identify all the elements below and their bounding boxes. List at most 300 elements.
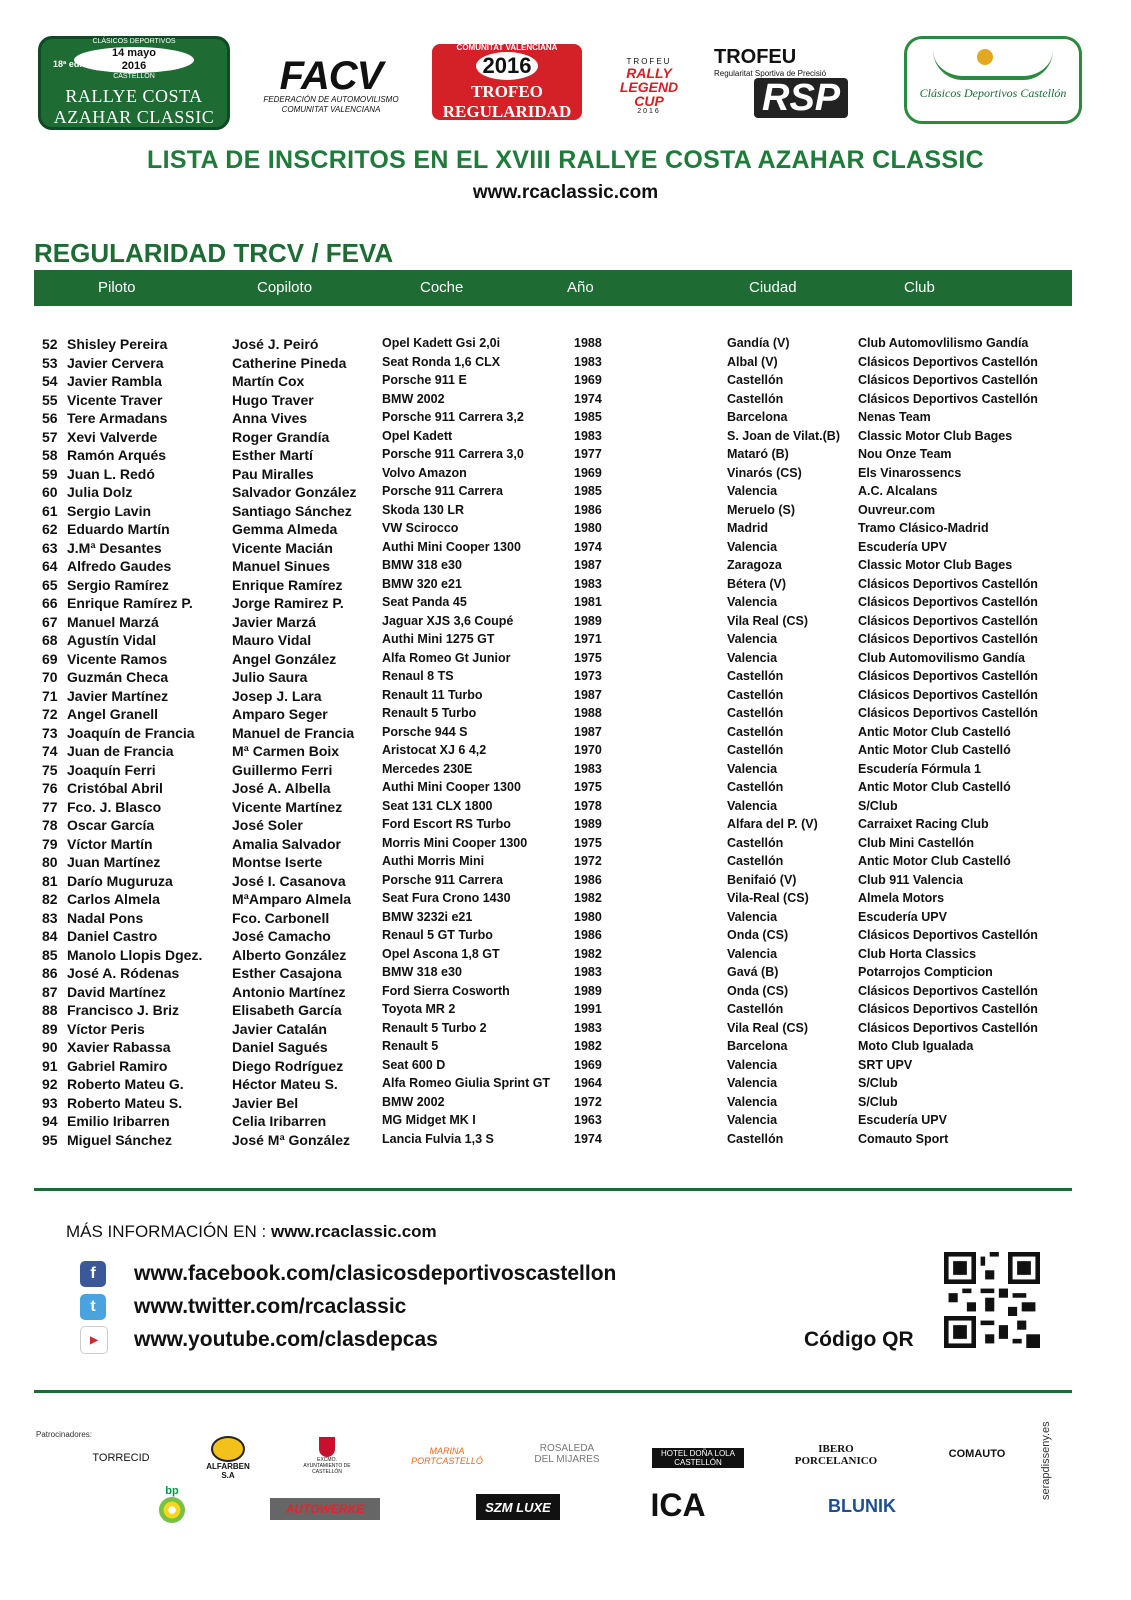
entry-coche: Mercedes 230E: [382, 761, 473, 776]
entry-number: 84: [42, 928, 58, 944]
entry-number: 62: [42, 521, 58, 537]
entry-coche: VW Scirocco: [382, 521, 459, 535]
table-row: [34, 910, 1074, 929]
table-row: [34, 429, 1074, 448]
qr-code-icon[interactable]: [944, 1252, 1040, 1348]
entry-piloto: David Martínez: [67, 983, 166, 1000]
entry-club: Clásicos Deportivos Castellón: [858, 687, 1038, 702]
entries-table: [34, 336, 1074, 1150]
table-row: [34, 743, 1074, 762]
entry-coche: Porsche 911 E: [382, 373, 467, 387]
entry-copiloto: José Camacho: [232, 928, 331, 944]
entry-number: 61: [42, 502, 58, 519]
entry-ano: 1988: [574, 336, 602, 350]
entry-club: S/Club: [858, 798, 898, 813]
twitter-link[interactable]: www.twitter.com/rcaclassic: [134, 1295, 407, 1318]
entry-ciudad: Vila-Real (CS): [727, 891, 809, 905]
entry-ciudad: Zaragoza: [727, 558, 782, 572]
table-row: [34, 392, 1074, 411]
entry-club: Comauto Sport: [858, 1131, 949, 1146]
youtube-link[interactable]: www.youtube.com/clasdepcas: [134, 1328, 438, 1351]
sponsor-ica-text: ICA: [650, 1486, 706, 1523]
entry-coche: Opel Kadett: [382, 428, 453, 443]
entry-copiloto: Elisabeth García: [232, 1002, 342, 1018]
entry-coche: Renaul 8 TS: [382, 669, 454, 683]
legend-anio: 2016: [637, 108, 661, 115]
entry-coche: Seat Ronda 1,6 CLX: [382, 354, 501, 369]
entry-club: Els Vinarossencs: [858, 465, 962, 480]
entry-number: 73: [42, 724, 58, 741]
entry-coche: Lancia Fulvia 1,3 S: [382, 1131, 494, 1146]
entry-piloto: Juan de Francia: [67, 743, 174, 759]
entry-number: 91: [42, 1057, 58, 1074]
sponsor-comauto: [922, 1438, 1032, 1470]
table-row: [34, 1076, 1074, 1095]
entry-club: Club Automovlilismo Gandía: [858, 336, 1029, 350]
col-ano: Año: [567, 279, 594, 296]
entry-copiloto: José Mª González: [232, 1131, 350, 1148]
col-coche: Coche: [420, 279, 464, 296]
entry-ciudad: Castellón: [727, 706, 784, 720]
entry-piloto: Juan Martínez: [67, 854, 161, 870]
entry-piloto: Sergio Ramírez: [67, 576, 169, 593]
entry-club: Potarrojos Compticion: [858, 965, 993, 979]
entry-number: 58: [42, 447, 58, 463]
entry-ciudad: Castellón: [727, 854, 784, 868]
table-row: [34, 632, 1074, 651]
entry-copiloto: José I. Casanova: [232, 872, 346, 889]
entry-club: Almela Motors: [858, 891, 945, 905]
entry-piloto: Joaquín de Francia: [67, 724, 195, 741]
trofeo-regularidad-logo: [432, 44, 582, 120]
entry-coche: BMW 2002: [382, 391, 445, 406]
facv-linea2: COMUNITAT VALENCIANA: [281, 105, 381, 114]
entry-ciudad: Alfara del P. (V): [727, 817, 818, 831]
entry-ciudad: Valencia: [727, 1076, 778, 1090]
entry-copiloto: Enrique Ramírez: [232, 576, 343, 593]
entry-copiloto: Diego Rodríguez: [232, 1057, 344, 1074]
entry-ano: 1985: [574, 484, 602, 498]
page-title: LISTA DE INSCRITOS EN EL XVIII RALLYE COSTA AZAHAR CLASSIC: [147, 146, 984, 174]
sponsors-label: Patrocinadores:: [36, 1430, 93, 1439]
entry-number: 53: [42, 354, 58, 371]
sponsor-autowerke-text: AUTOWERKE: [285, 1502, 365, 1516]
entry-ano: 1975: [574, 835, 602, 850]
rally-legend-cup-logo: [606, 48, 692, 124]
entry-coche: Porsche 911 Carrera: [382, 484, 503, 498]
table-row: [34, 466, 1074, 485]
entry-ciudad: S. Joan de Vilat.(B): [727, 428, 840, 443]
entry-ciudad: Valencia: [727, 909, 778, 924]
table-row: [34, 706, 1074, 725]
entry-club: Nou Onze Team: [858, 447, 952, 461]
sponsor-alfarben-text: ALFARBEN S.A: [206, 1462, 250, 1480]
sponsor-blunik: [820, 1494, 904, 1518]
cdc-sun-icon: [977, 49, 993, 65]
entry-ciudad: Castellón: [727, 687, 784, 702]
entry-coche: Toyota MR 2: [382, 1002, 456, 1016]
sponsor-marina-text: MARINA PORTCASTELLÓ: [411, 1446, 483, 1466]
entry-ciudad: Gandía (V): [727, 336, 790, 350]
entry-ciudad: Benifaió (V): [727, 872, 797, 887]
more-info: [66, 1222, 437, 1242]
divider-top: [34, 1188, 1072, 1191]
entry-ano: 1974: [574, 1131, 602, 1146]
entry-ciudad: Barcelona: [727, 1039, 788, 1053]
entry-ano: 1987: [574, 724, 602, 739]
entry-piloto: Javier Cervera: [67, 354, 164, 371]
entry-copiloto: Daniel Sagués: [232, 1039, 328, 1055]
entry-ciudad: Vila Real (CS): [727, 1020, 809, 1035]
sponsor-torrecid-text: TORRECID: [92, 1452, 150, 1464]
table-row: [34, 355, 1074, 374]
table-row: [34, 836, 1074, 855]
table-header: [34, 270, 1072, 306]
table-row: [34, 614, 1074, 633]
entry-number: 54: [42, 373, 58, 389]
entry-number: 56: [42, 410, 58, 426]
sponsor-blunik-text: BLUNIK: [828, 1495, 896, 1516]
table-row: [34, 1132, 1074, 1151]
col-piloto: Piloto: [98, 279, 136, 296]
entry-piloto: Darío Muguruza: [67, 872, 173, 889]
entry-copiloto: José A. Albella: [232, 780, 331, 796]
legend-trofeu: TROFEU: [626, 57, 672, 66]
entry-piloto: Daniel Castro: [67, 928, 158, 944]
entry-piloto: Shisley Pereira: [67, 336, 168, 352]
entry-ano: 1986: [574, 928, 602, 942]
table-row: [34, 1002, 1074, 1021]
entry-copiloto: Santiago Sánchez: [232, 502, 352, 519]
entry-copiloto: Jorge Ramirez P.: [232, 595, 344, 611]
table-row: [34, 817, 1074, 836]
entry-piloto: Julia Dolz: [67, 484, 133, 500]
entry-club: SRT UPV: [858, 1057, 913, 1072]
entry-ano: 1983: [574, 428, 602, 443]
entry-ano: 1969: [574, 465, 602, 480]
entry-copiloto: Montse Iserte: [232, 854, 323, 870]
entry-ciudad: Valencia: [727, 484, 778, 498]
entry-copiloto: Martín Cox: [232, 373, 305, 389]
facv-sigla: FACV: [279, 54, 383, 98]
entry-copiloto: Mª Carmen Boix: [232, 743, 340, 759]
entry-piloto: Víctor Peris: [67, 1020, 145, 1037]
entry-coche: BMW 318 e30: [382, 965, 462, 979]
entry-piloto: Emilio Iribarren: [67, 1113, 170, 1129]
table-row: [34, 854, 1074, 873]
table-row: [34, 669, 1074, 688]
entry-copiloto: Julio Saura: [232, 669, 308, 685]
table-row: [34, 984, 1074, 1003]
entry-ciudad: Valencia: [727, 798, 778, 813]
entry-coche: Porsche 911 Carrera 3,2: [382, 410, 524, 424]
entry-coche: Alfa Romeo Giulia Sprint GT: [382, 1076, 551, 1090]
entry-club: Antic Motor Club Castelló: [858, 724, 1011, 739]
entry-club: Clásicos Deportivos Castellón: [858, 373, 1038, 387]
entry-ano: 1989: [574, 817, 602, 831]
entry-copiloto: Anna Vives: [232, 410, 308, 426]
entry-ano: 1983: [574, 576, 602, 591]
sponsor-dona-lola-text: HOTEL DOÑA LOLA CASTELLÓN: [661, 1449, 735, 1467]
sponsor-comauto-text: COMAUTO: [948, 1448, 1006, 1460]
entry-piloto: Alfredo Gaudes: [67, 558, 172, 574]
entry-piloto: Eduardo Martín: [67, 521, 170, 537]
sponsor-ibero: [792, 1440, 880, 1470]
facv-logo: [256, 54, 406, 118]
sponsor-dona-lola: [652, 1448, 744, 1468]
entry-club: Clásicos Deportivos Castellón: [858, 1020, 1038, 1035]
table-row: [34, 1113, 1074, 1132]
entry-number: 92: [42, 1076, 58, 1092]
entry-piloto: Vicente Ramos: [67, 650, 168, 667]
entry-number: 90: [42, 1039, 58, 1055]
entry-number: 87: [42, 983, 58, 1000]
rsp-trofeu: TROFEU: [714, 46, 797, 68]
entry-piloto: Manuel Marzá: [67, 613, 159, 630]
entry-copiloto: Angel González: [232, 650, 337, 667]
entry-ano: 1988: [574, 706, 602, 720]
logo-row: [38, 36, 1098, 126]
entry-coche: Ford Sierra Cosworth: [382, 983, 510, 998]
more-info-link[interactable]: www.rcaclassic.com: [270, 1222, 437, 1241]
entry-number: 86: [42, 965, 58, 981]
entry-ano: 1991: [574, 1002, 602, 1016]
facebook-link[interactable]: www.facebook.com/clasicosdeportivoscastellon: [134, 1262, 617, 1285]
entry-copiloto: Josep J. Lara: [232, 687, 322, 704]
entry-number: 80: [42, 854, 58, 870]
twitter-icon[interactable]: t: [80, 1294, 106, 1320]
entry-ano: 1974: [574, 391, 602, 406]
entry-ano: 1975: [574, 650, 602, 665]
entry-ano: 1987: [574, 558, 602, 572]
trofeo-texto: TROFEO REGULARIDAD: [442, 81, 572, 121]
entry-club: Club Horta Classics: [858, 946, 977, 961]
entry-ano: 1986: [574, 872, 602, 887]
entry-copiloto: Vicente Martínez: [232, 798, 343, 815]
entry-coche: Renault 5: [382, 1039, 439, 1053]
facebook-row: [80, 1260, 617, 1288]
entry-club: Clásicos Deportivos Castellón: [858, 669, 1038, 683]
entry-ano: 1983: [574, 761, 602, 776]
sponsor-szm-luxe: [476, 1494, 560, 1520]
entry-ciudad: Castellón: [727, 391, 784, 406]
table-row: [34, 873, 1074, 892]
entry-piloto: Agustín Vidal: [67, 632, 157, 648]
entry-club: Clásicos Deportivos Castellón: [858, 632, 1038, 646]
entry-ano: 1989: [574, 613, 602, 628]
rsp-sigla: RSP: [754, 78, 848, 118]
table-row: [34, 947, 1074, 966]
entry-copiloto: Amalia Salvador: [232, 835, 341, 852]
entry-ano: 1983: [574, 965, 602, 979]
entry-coche: Renault 5 Turbo 2: [382, 1020, 487, 1035]
entry-coche: Seat Fura Crono 1430: [382, 891, 511, 905]
entry-piloto: Xevi Valverde: [67, 428, 158, 445]
table-row: [34, 1095, 1074, 1114]
entry-ciudad: Castellón: [727, 669, 784, 683]
entry-coche: Ford Escort RS Turbo: [382, 817, 511, 831]
rca-ciudad: CASTELLÓN: [113, 73, 155, 80]
sponsor-alfarben: [200, 1436, 256, 1480]
entry-club: Clásicos Deportivos Castellón: [858, 983, 1038, 998]
entry-copiloto: Mauro Vidal: [232, 632, 312, 648]
sponsor-rosaleda-text: ROSALEDA DEL MIJARES: [534, 1443, 600, 1465]
entry-coche: BMW 320 e21: [382, 576, 462, 591]
qr-label: Código QR: [804, 1328, 914, 1351]
col-club: Club: [904, 279, 935, 296]
entry-copiloto: Esther Martí: [232, 447, 313, 463]
entry-piloto: Cristóbal Abril: [67, 780, 163, 796]
sponsor-rosaleda: [532, 1438, 602, 1470]
rca-edicion: 18ª edición: [53, 59, 101, 69]
entry-piloto: Gabriel Ramiro: [67, 1057, 168, 1074]
entry-ciudad: Valencia: [727, 539, 778, 554]
entry-piloto: Angel Granell: [67, 706, 159, 722]
section-title: REGULARIDAD TRCV / FEVA: [34, 238, 394, 268]
entry-piloto: José A. Ródenas: [67, 965, 180, 981]
entry-piloto: Nadal Pons: [67, 909, 144, 926]
entry-ano: 1989: [574, 983, 602, 998]
entry-ano: 1964: [574, 1076, 602, 1090]
entry-coche: Alfa Romeo Gt Junior: [382, 650, 511, 665]
entry-club: Club Mini Castellón: [858, 835, 974, 850]
entry-ciudad: Bétera (V): [727, 576, 787, 591]
sponsor-torrecid: [84, 1444, 158, 1472]
entry-ano: 1982: [574, 1039, 602, 1053]
entry-club: Nenas Team: [858, 410, 931, 424]
bp-helios-icon: [159, 1497, 185, 1523]
entry-number: 77: [42, 798, 58, 815]
entry-piloto: Oscar García: [67, 817, 155, 833]
table-row: [34, 484, 1074, 503]
entry-piloto: Roberto Mateu S.: [67, 1094, 183, 1111]
entry-ciudad: Madrid: [727, 521, 768, 535]
entry-copiloto: José J. Peiró: [232, 336, 319, 352]
entry-copiloto: Manuel Sinues: [232, 558, 331, 574]
entry-copiloto: Antonio Martínez: [232, 983, 346, 1000]
entry-ciudad: Onda (CS): [727, 928, 789, 942]
entry-copiloto: Fco. Carbonell: [232, 909, 330, 926]
entry-club: Carraixet Racing Club: [858, 817, 989, 831]
entry-ciudad: Valencia: [727, 650, 778, 665]
entry-ciudad: Valencia: [727, 632, 778, 646]
entry-club: Classic Motor Club Bages: [858, 558, 1013, 572]
entry-ciudad: Castellón: [727, 1131, 784, 1146]
entry-club: Clásicos Deportivos Castellón: [858, 354, 1038, 369]
table-row: [34, 688, 1074, 707]
header-url: www.rcaclassic.com: [472, 182, 659, 203]
entry-copiloto: Javier Marzá: [232, 613, 317, 630]
clasicos-deportivos-logo: [904, 36, 1082, 124]
twitter-row: [80, 1293, 407, 1321]
table-row: [34, 725, 1074, 744]
entry-number: 59: [42, 465, 58, 482]
entry-number: 88: [42, 1002, 58, 1018]
entry-coche: Porsche 911 Carrera: [382, 872, 503, 887]
entry-piloto: Roberto Mateu G.: [67, 1076, 184, 1092]
entry-piloto: Miguel Sánchez: [67, 1131, 173, 1148]
entry-club: Tramo Clásico-Madrid: [858, 521, 989, 535]
entry-club: S/Club: [858, 1076, 898, 1090]
facebook-icon[interactable]: f: [80, 1261, 106, 1287]
entry-copiloto: Javier Catalán: [232, 1020, 327, 1037]
table-row: [34, 1021, 1074, 1040]
entry-piloto: Vicente Traver: [67, 391, 163, 408]
entry-copiloto: Manuel de Francia: [232, 724, 355, 741]
entry-copiloto: Guillermo Ferri: [232, 761, 333, 778]
sponsor-bp: [152, 1482, 192, 1526]
entry-ciudad: Valencia: [727, 595, 778, 609]
entry-copiloto: Salvador González: [232, 484, 357, 500]
entry-copiloto: Pau Miralles: [232, 465, 314, 482]
entry-club: Antic Motor Club Castelló: [858, 854, 1011, 868]
entry-club: Clásicos Deportivos Castellón: [858, 595, 1038, 609]
entry-number: 94: [42, 1113, 58, 1129]
entry-ano: 1982: [574, 946, 602, 961]
entry-copiloto: MªAmparo Almela: [232, 891, 352, 907]
entry-piloto: Francisco J. Briz: [67, 1002, 180, 1018]
entry-ciudad: Castellón: [727, 835, 784, 850]
sponsor-marina: [406, 1442, 488, 1470]
entry-ano: 1980: [574, 909, 602, 924]
entry-club: Classic Motor Club Bages: [858, 428, 1013, 443]
entry-coche: Porsche 911 Carrera 3,0: [382, 447, 524, 461]
entry-number: 82: [42, 891, 58, 907]
table-row: [34, 577, 1074, 596]
entry-ano: 1969: [574, 1057, 602, 1072]
entry-ano: 1985: [574, 410, 602, 424]
entry-copiloto: Catherine Pineda: [232, 354, 347, 371]
entry-number: 89: [42, 1020, 58, 1037]
entry-ciudad: Valencia: [727, 1113, 778, 1127]
entry-club: Escudería UPV: [858, 909, 947, 924]
youtube-icon[interactable]: ▶: [80, 1326, 108, 1354]
entry-coche: Renaul 5 GT Turbo: [382, 928, 493, 942]
entry-ciudad: Barcelona: [727, 410, 788, 424]
entry-number: 67: [42, 613, 58, 630]
entry-ciudad: Meruelo (S): [727, 502, 796, 517]
design-credit: serapdisseny.es: [1040, 1421, 1052, 1500]
col-copiloto: Copiloto: [257, 279, 313, 296]
entry-copiloto: Alberto González: [232, 946, 347, 963]
entry-ano: 1980: [574, 521, 602, 535]
entry-number: 57: [42, 428, 58, 445]
entry-club: Escudería UPV: [858, 539, 947, 554]
entry-coche: Aristocat XJ 6 4,2: [382, 743, 487, 757]
entry-club: Club Automovilismo Gandía: [858, 650, 1025, 665]
entry-coche: Volvo Amazon: [382, 465, 467, 480]
entry-ciudad: Mataró (B): [727, 447, 789, 461]
entry-ano: 1983: [574, 354, 602, 369]
rca-anio: 2016: [121, 60, 147, 72]
entry-ciudad: Castellón: [727, 373, 784, 387]
sponsor-szm-text: SZM LUXE: [485, 1499, 551, 1515]
entry-ciudad: Valencia: [727, 946, 778, 961]
table-row: [34, 373, 1074, 392]
entry-copiloto: Celia Iribarren: [232, 1113, 327, 1129]
table-row: [34, 1058, 1074, 1077]
entry-number: 70: [42, 669, 58, 685]
entry-ciudad: Valencia: [727, 1057, 778, 1072]
entry-club: S/Club: [858, 1094, 898, 1109]
entry-copiloto: José Soler: [232, 817, 303, 833]
rca-fecha: 14 mayo: [111, 47, 157, 59]
entry-coche: Porsche 944 S: [382, 724, 468, 739]
entry-piloto: Javier Rambla: [67, 373, 162, 389]
entry-piloto: Joaquín Ferri: [67, 761, 156, 778]
entry-coche: Opel Ascona 1,8 GT: [382, 946, 500, 961]
sponsor-ayuntamiento-text: EXCMO. AYUNTAMIENTO DE CASTELLÓN: [303, 1457, 351, 1475]
